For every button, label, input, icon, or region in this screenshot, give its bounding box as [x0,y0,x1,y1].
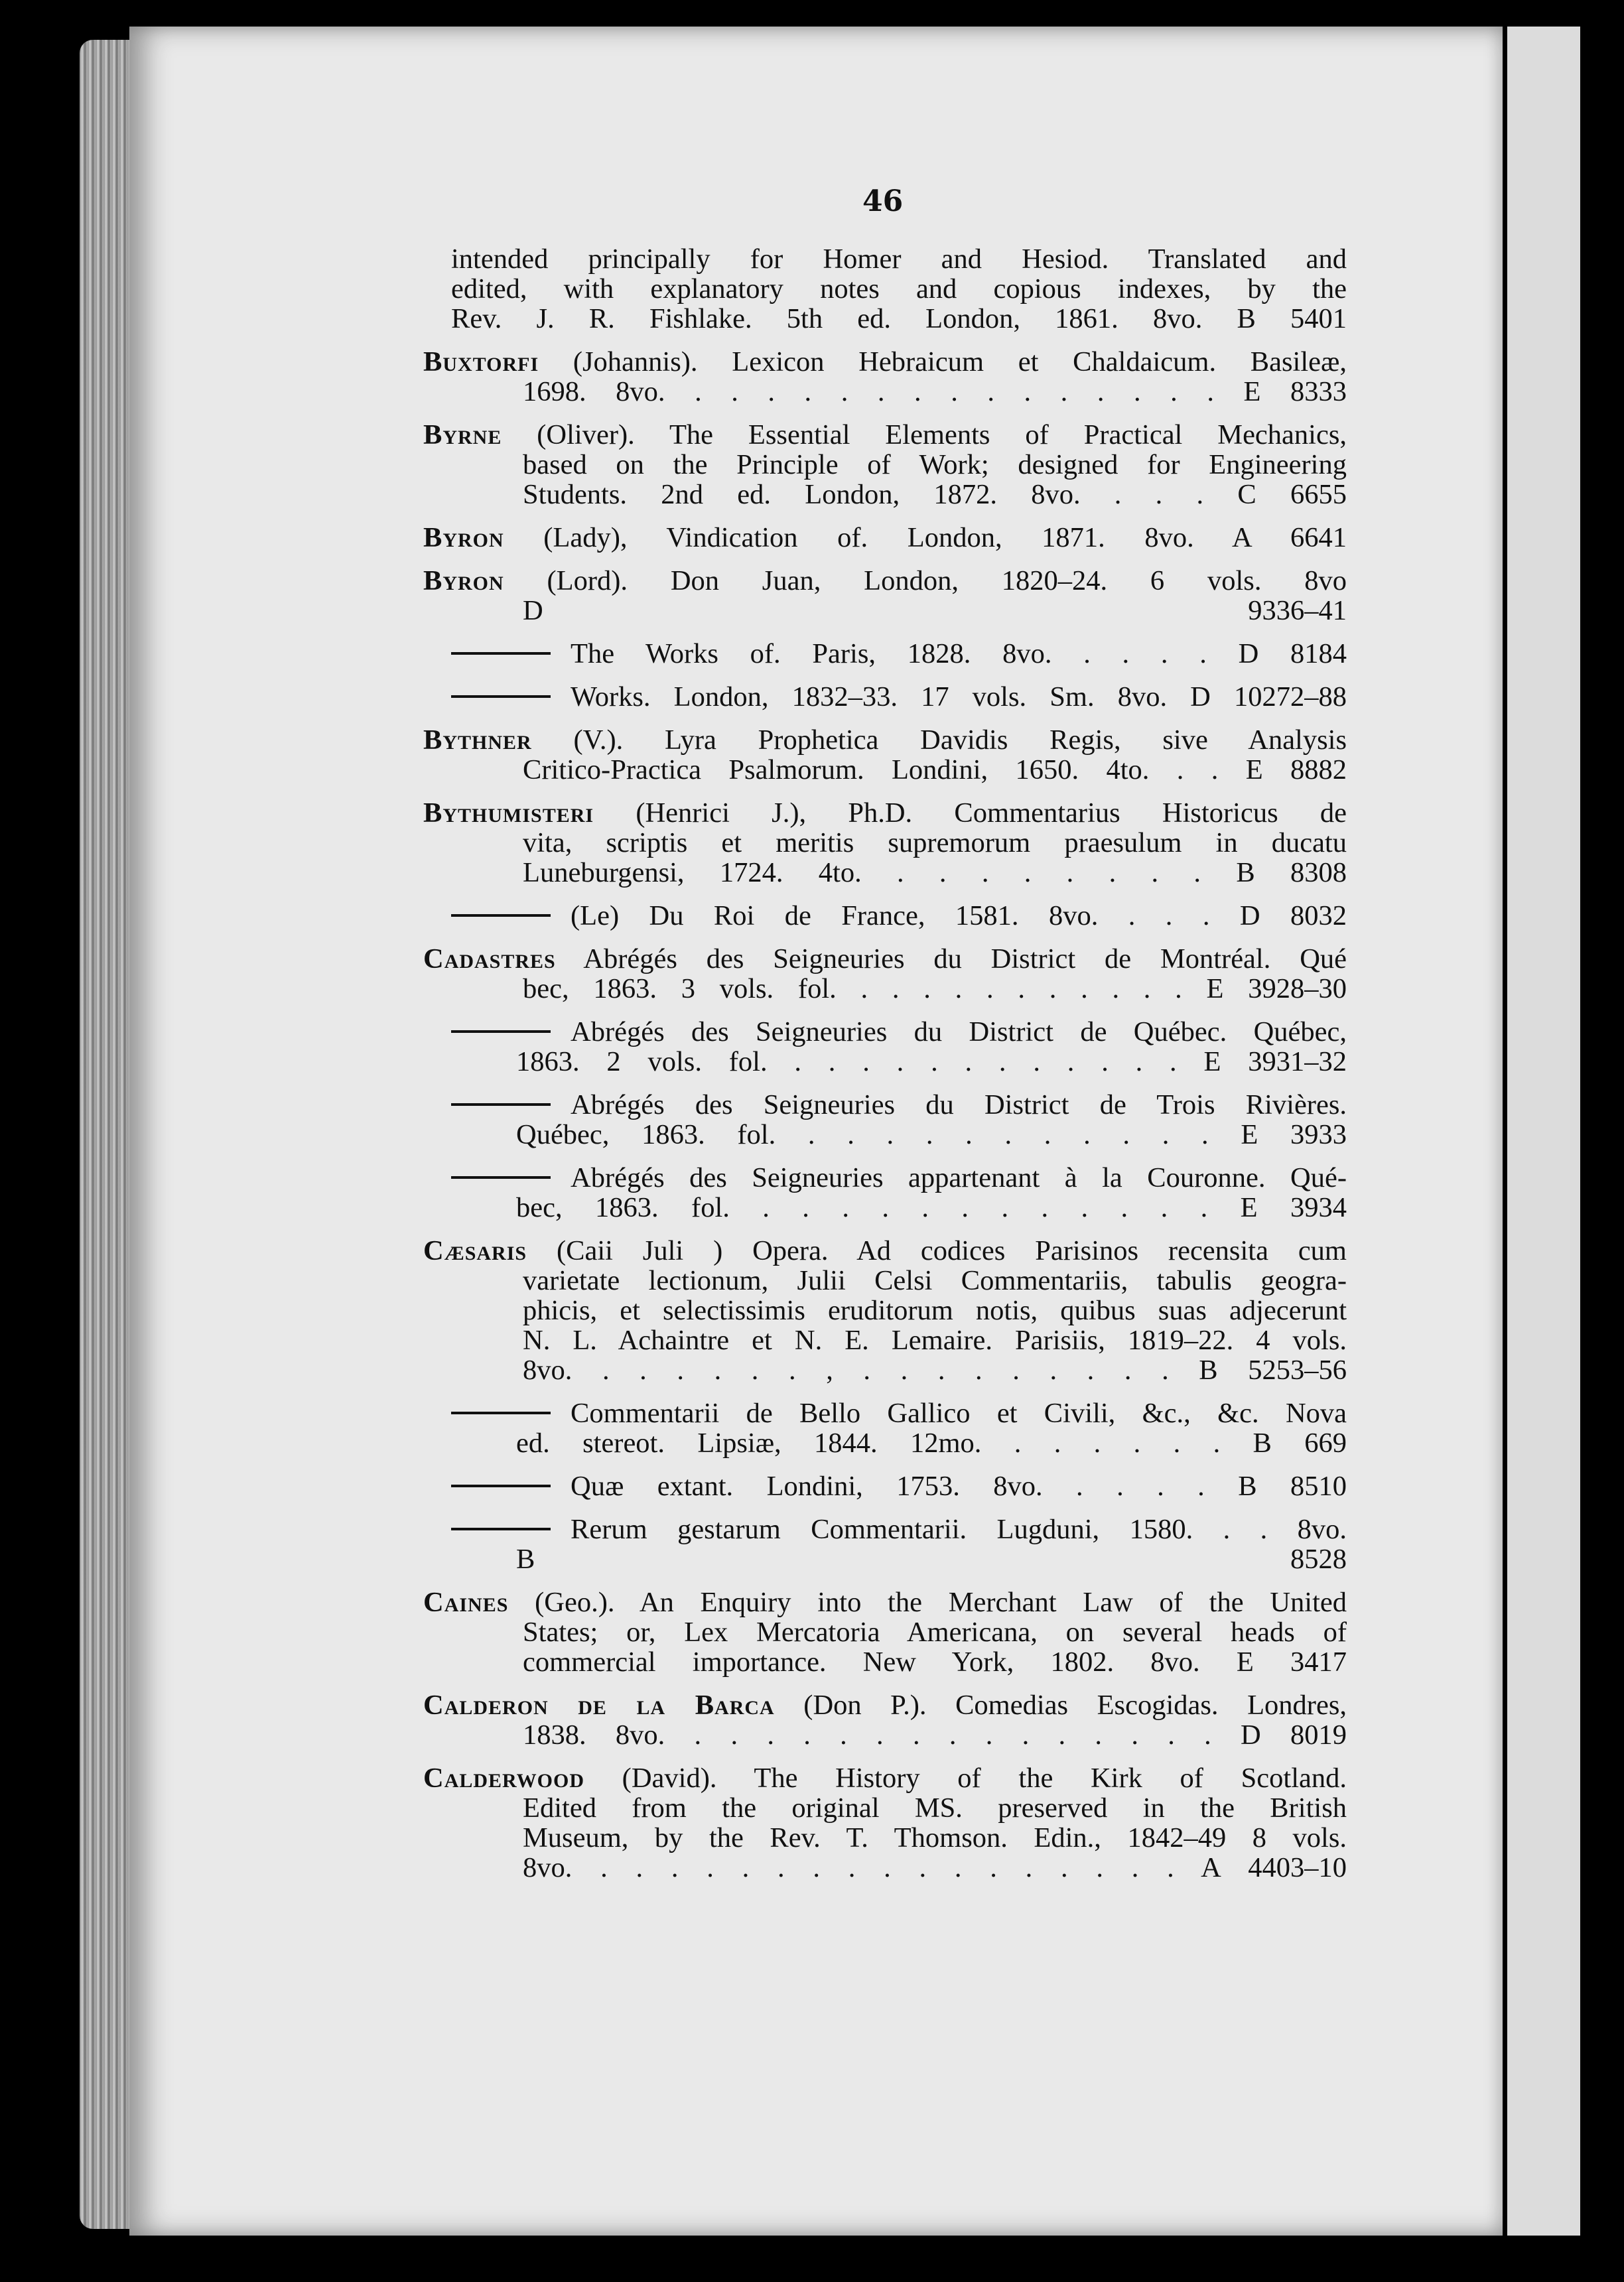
catalogue-entry [423,522,1347,553]
entry-line: Edited from the original MS. preserved in the British [523,1792,1347,1824]
entry-text: Commentarii de Bello Gallico et Civili, &c., &c. Nova [571,1398,1347,1429]
entry-line [423,1587,1347,1617]
entry-line [451,1163,1347,1193]
entry-line [423,1236,1347,1266]
catalogue-entry [423,565,1347,626]
catalogue-entry [423,419,1347,510]
ditto-rule [451,914,551,917]
entry-line [423,1763,1347,1793]
entry-heading: Buxtorfi [423,346,539,377]
entry-line: 8vo. . . . . . . . . . . . . . . . . . A 4403–10 [523,1852,1347,1883]
catalogue-entry [423,724,1347,785]
entry-line [423,420,1347,450]
ditto-rule [451,1485,551,1487]
entry-line: phicis, et selectissimis eruditorum notis, quibus suas adjecerunt [523,1295,1347,1326]
entry-line: vita, scriptis et meritis supremorum praesulum in ducatu [523,827,1347,858]
catalogue-entry [423,1587,1347,1678]
catalogue-entry [451,901,1347,931]
entry-line [423,725,1347,755]
entry-line [451,1398,1347,1428]
entry-line [423,798,1347,828]
ditto-rule [451,1030,551,1033]
catalogue-entry [451,1090,1347,1150]
entry-text: Works. London, 1832–33. 17 vols. Sm. 8vo. D 10272–88 [571,681,1347,712]
entry-text: (Oliver). The Essential Elements of Practical Mechanics, [502,419,1347,450]
entry-line: Québec, 1863. fol. . . . . . . . . . . . E 3933 [516,1119,1347,1150]
catalogue-entry [451,244,1347,334]
catalogue-entry [423,797,1347,888]
entry-line: edited, with explanatory notes and copious indexes, by the [451,273,1347,304]
entry-line: Rev. J. R. Fishlake. 5th ed. London, 1861. 8vo. B 5401 [451,303,1347,334]
catalogue-entry [423,1690,1347,1751]
entry-text: (V.). Lyra Prophetica Davidis Regis, sive Analysis [531,724,1347,756]
entry-heading: Bythumisteri [423,797,594,829]
entry-line: B 8528 [516,1544,1347,1575]
entry-text: (Le) Du Roi de France, 1581. 8vo. . . . D 8032 [571,900,1347,931]
entry-line: bec, 1863. 3 vols. fol. . . . . . . . . . . . E 3928–30 [523,973,1347,1004]
entry-line [423,944,1347,974]
ditto-rule [451,695,551,698]
facing-page-edge [1507,27,1580,2236]
entry-line [451,1090,1347,1120]
ditto-rule [451,1528,551,1530]
entry-text: (Caii Juli ) Opera. Ad codices Parisinos recensita cum [527,1235,1347,1266]
catalogue-entry [451,1398,1347,1458]
entry-line: 8vo. . . . . . . , . . . . . . . . . B 5253–56 [523,1355,1347,1386]
entry-text: (Lord). Don Juan, London, 1820–24. 6 vols. 8vo [504,565,1347,596]
entry-line: N. L. Achaintre et N. E. Lemaire. Parisiis, 1819–22. 4 vols. [523,1325,1347,1356]
catalogue-entry [423,346,1347,407]
entry-heading: Caines [423,1587,509,1618]
entry-text: intended principally for Homer and Hesiod. Translated and [451,243,1347,275]
entry-text: (Lady), Vindication of. London, 1871. 8vo. A 6641 [504,522,1347,553]
entry-text: The Works of. Paris, 1828. 8vo. . . . . D 8184 [571,638,1347,669]
entry-line: 1698. 8vo. . . . . . . . . . . . . . . . E 8333 [523,376,1347,407]
entry-line [451,682,1347,712]
entry-text: (Don P.). Comedias Escogidas. Londres, [774,1690,1347,1721]
entry-line: based on the Principle of Work; designed for Engineering [523,449,1347,480]
entry-heading: Cæsaris [423,1235,527,1266]
entry-line: States; or, Lex Mercatoria Americana, on several heads of [523,1617,1347,1648]
catalogue-entry [451,1017,1347,1077]
entry-line: varietate lectionum, Julii Celsi Commentariis, tabulis geogra- [523,1265,1347,1296]
catalogue-entry [423,943,1347,1004]
entry-text: Abrégés des Seigneuries du District de Trois Rivières. [571,1089,1347,1120]
entry-line: bec, 1863. fol. . . . . . . . . . . . . E 3934 [516,1192,1347,1223]
entry-line [423,347,1347,377]
entry-heading: Byron [423,522,504,553]
entry-heading: Calderon de la Barca [423,1690,775,1721]
catalogue-entry [451,1514,1347,1574]
entry-line: Students. 2nd ed. London, 1872. 8vo. . . . C 6655 [523,479,1347,510]
entry-line [423,566,1347,596]
entry-line [451,244,1347,274]
entry-text: (Geo.). An Enquiry into the Merchant Law of the United [508,1587,1347,1618]
entry-text: Abrégés des Seigneuries du District de Québec. Québec, [571,1016,1347,1047]
catalogue-entry [423,1763,1347,1883]
entry-line [451,901,1347,931]
entry-line [451,1514,1347,1544]
entry-line [451,1017,1347,1047]
entry-line: 1838. 8vo. . . . . . . . . . . . . . . . D 8019 [523,1719,1347,1751]
catalogue-entry [451,639,1347,669]
entry-text: (Henrici J.), Ph.D. Commentarius Historicus de [594,797,1347,829]
entry-line: Museum, by the Rev. T. Thomson. Edin., 1842–49 8 vols. [523,1822,1347,1853]
ditto-rule [451,1103,551,1106]
ditto-rule [451,652,551,655]
entry-heading: Bythner [423,724,532,756]
entry-heading: Cadastres [423,943,556,974]
catalogue-entry [451,1163,1347,1223]
catalogue-entry [423,1235,1347,1386]
entry-heading: Calderwood [423,1763,584,1794]
catalogue-entry [451,1471,1347,1501]
entry-text: (Johannis). Lexicon Hebraicum et Chaldaicum. Basileæ, [539,346,1347,377]
entry-line [451,639,1347,669]
entry-line: commercial importance. New York, 1802. 8vo. E 3417 [523,1646,1347,1678]
entry-text: Abrégés des Seigneuries du District de Montréal. Qué [555,943,1347,974]
ditto-rule [451,1412,551,1414]
entry-line: ed. stereot. Lipsiæ, 1844. 12mo. . . . . . . B 669 [516,1428,1347,1459]
entry-line [423,523,1347,553]
catalogue-entry [451,682,1347,712]
catalogue-entries [423,243,1347,1896]
entry-line: Luneburgensi, 1724. 4to. . . . . . . . . B 8308 [523,857,1347,888]
entry-line: D 9336–41 [523,595,1347,626]
page-number: 46 [862,184,904,218]
entry-text: Rerum gestarum Commentarii. Lugduni, 1580. . . 8vo. [571,1514,1347,1545]
entry-line [423,1690,1347,1720]
entry-text: (David). The History of the Kirk of Scotland. [584,1763,1347,1794]
entry-line: 1863. 2 vols. fol. . . . . . . . . . . . . E 3931–32 [516,1046,1347,1077]
entry-line: Critico-Practica Psalmorum. Londini, 1650. 4to. . . E 8882 [523,754,1347,785]
entry-heading: Byron [423,565,504,596]
entry-text: Quæ extant. Londini, 1753. 8vo. . . . . B 8510 [571,1471,1347,1502]
entry-line [451,1471,1347,1501]
entry-heading: Byrne [423,419,502,450]
ditto-rule [451,1176,551,1179]
entry-text: Abrégés des Seigneuries appartenant à la Couronne. Qué- [571,1162,1347,1193]
